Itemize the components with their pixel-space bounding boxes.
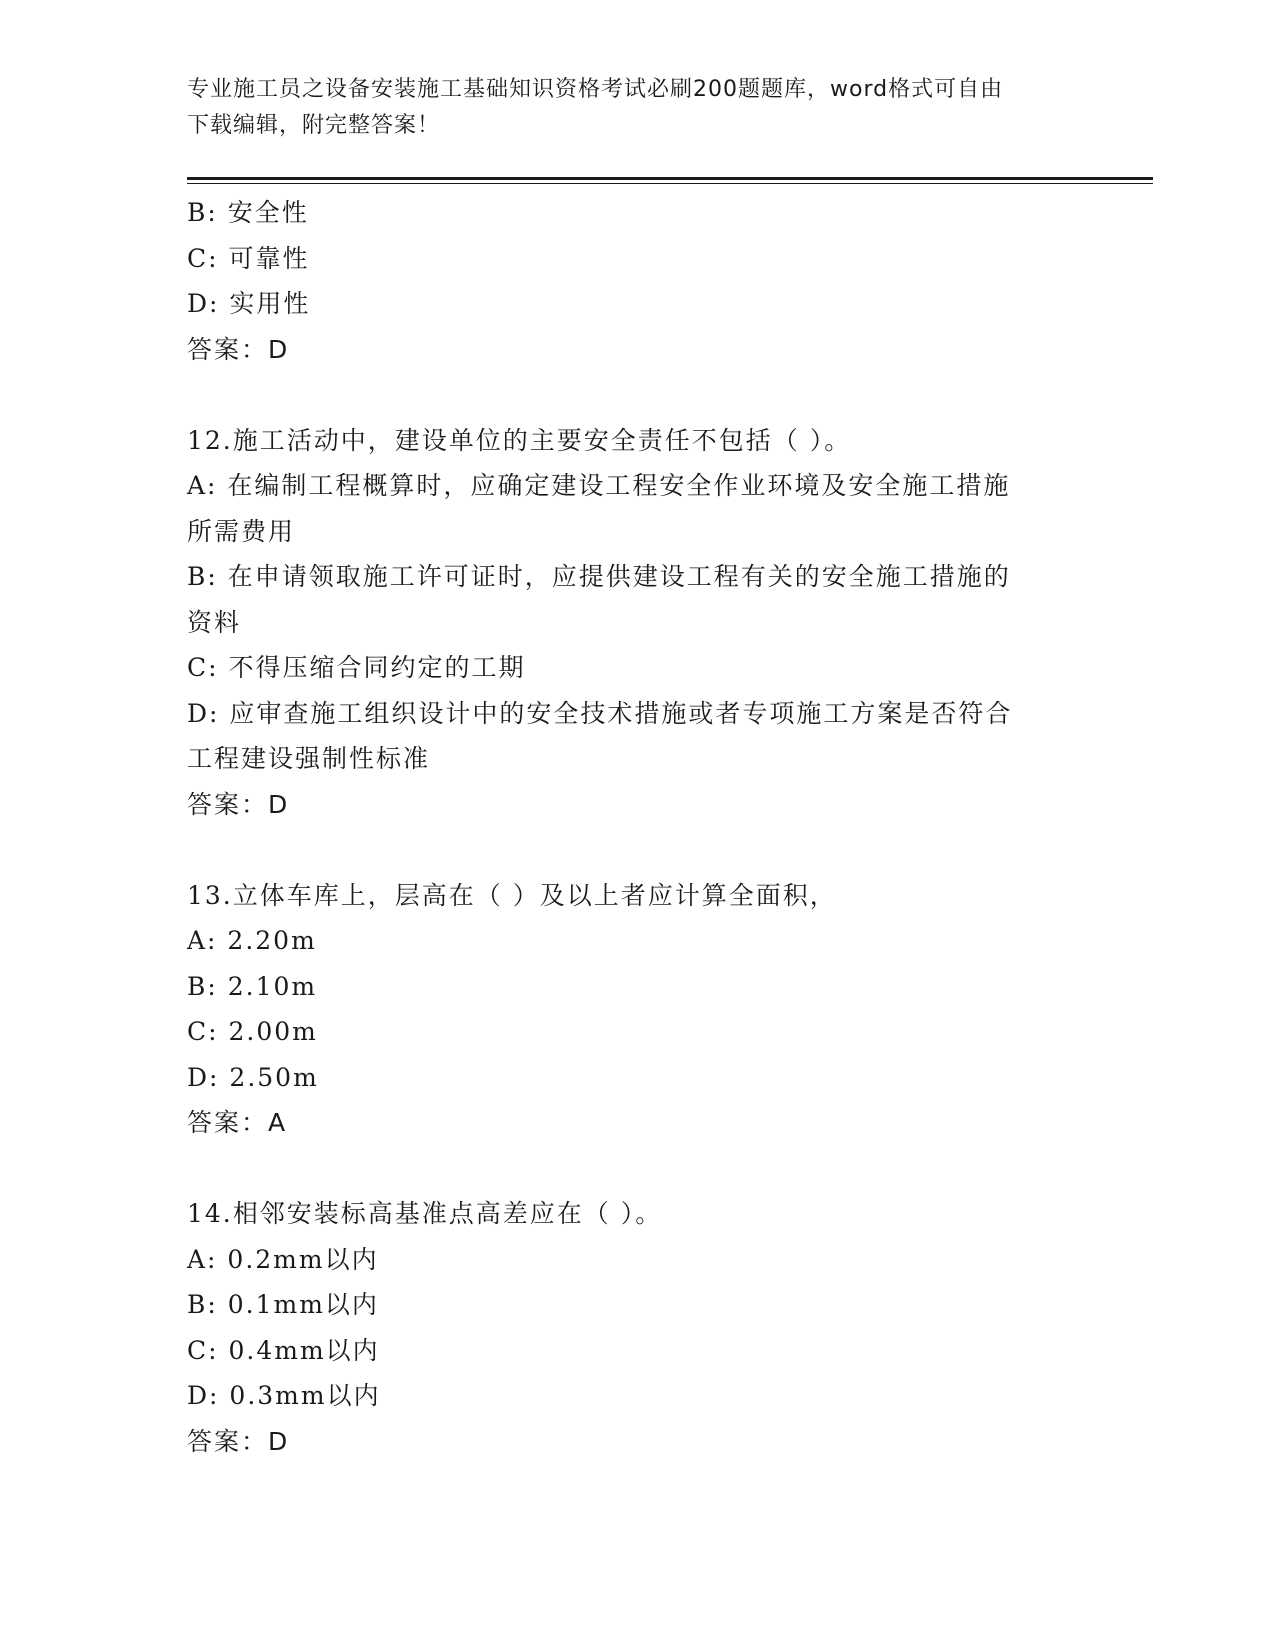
option-a: A: 0.2mm以内 [187,1244,379,1274]
question-12 [187,418,1087,828]
spacer [187,827,1087,873]
option-b: B: 0.1mm以内 [187,1290,379,1319]
option-d: D: 2.50m [187,1062,319,1092]
option-b: B: 安全性 [187,198,309,227]
option-a: A: 在编制工程概算时，应确定建设工程安全作业环境及安全施工措施 [187,471,1011,500]
header-divider-thick [187,177,1153,180]
option-a: A: 2.20m [187,926,317,955]
answer-line: 答案：D [187,789,290,819]
question-list [187,190,1087,1464]
question-13 [187,873,1087,1146]
header-divider-thin [187,183,1153,184]
option-d: D: 实用性 [187,289,311,318]
option-d: D: 0.3mm以内 [187,1381,381,1410]
answer-line: 答案：A [187,1108,288,1137]
question-stem: 14.相邻安装标高基准点高差应在（ ）。 [187,1199,663,1228]
option-d: D: 应审查施工组织设计中的安全技术措施或者专项施工方案是否符合 [187,698,1013,728]
header-title-line-1: 专业施工员之设备安装施工基础知识资格考试必刷200题题库，word格式可自由 [187,77,1004,102]
option-c: C: 2.00m [187,1017,318,1046]
option-b: B: 在申请领取施工许可证时，应提供建设工程有关的安全施工措施的 [187,562,1011,591]
option-d-continued: 工程建设强制性标准 [187,744,431,773]
question-11-continued [187,190,1087,372]
header-title-line-2: 下载编辑，附完整答案！ [187,113,441,138]
option-c: C: 可靠性 [187,243,310,273]
option-c: C: 0.4mm以内 [187,1335,380,1365]
spacer [187,372,1087,418]
spacer [187,1146,1087,1192]
option-c: C: 不得压缩合同约定的工期 [187,653,526,682]
question-14 [187,1191,1087,1464]
option-a-continued: 所需费用 [187,516,296,546]
option-b-continued: 资料 [187,607,242,637]
answer-line: 答案：D [187,334,290,364]
question-stem: 12.施工活动中，建设单位的主要安全责任不包括（ ）。 [187,425,852,455]
answer-line: 答案：D [187,1426,290,1456]
option-b: B: 2.10m [187,971,318,1001]
question-stem: 13.立体车库上，层高在（ ）及以上者应计算全面积， [187,880,837,910]
document-header [187,72,1067,144]
